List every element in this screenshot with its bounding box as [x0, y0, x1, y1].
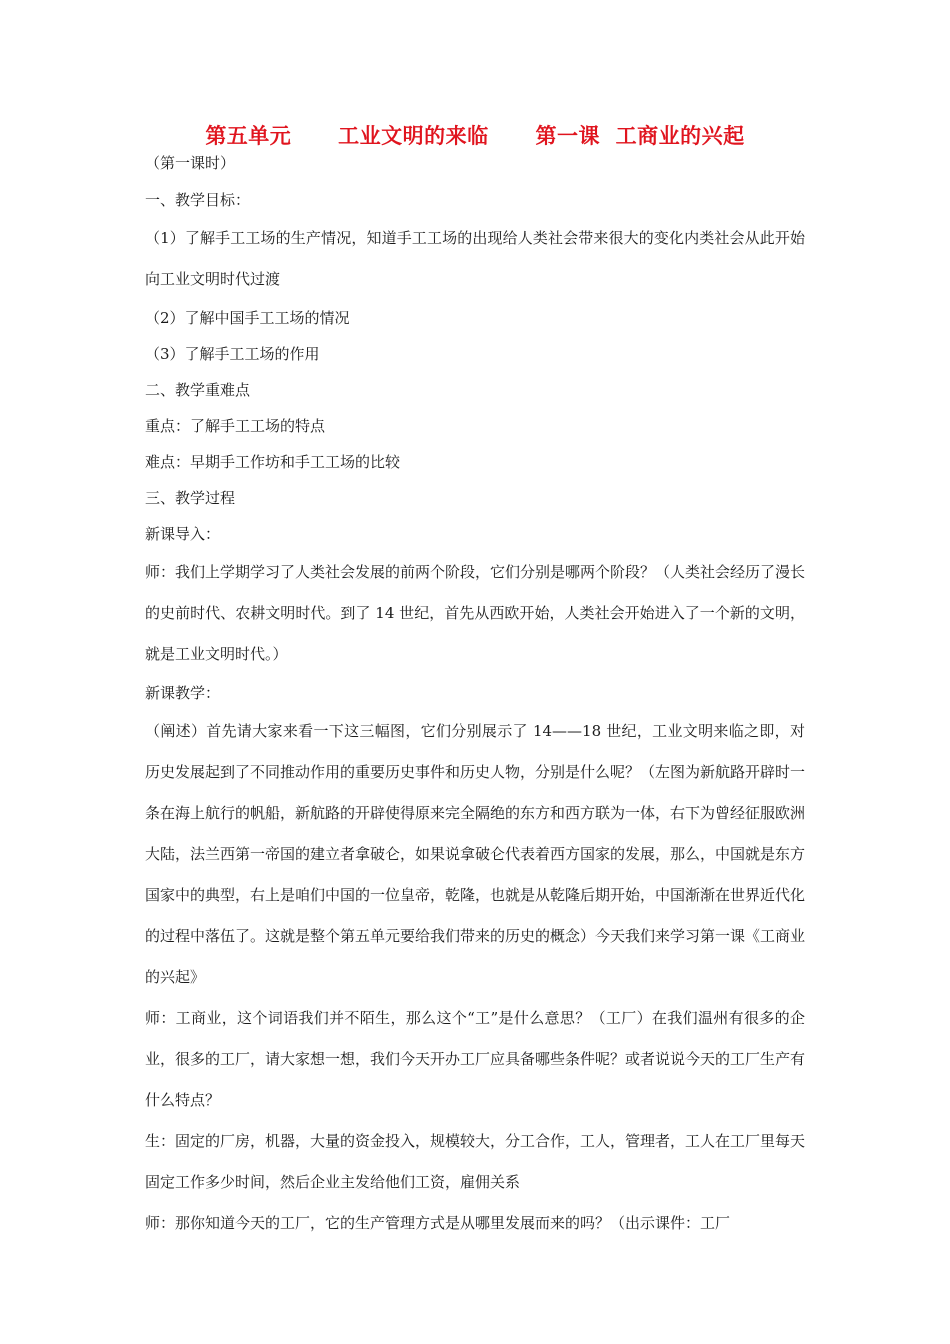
paragraph: 新课导入：	[145, 525, 221, 543]
paragraph: 难点：早期手工作坊和手工工场的比较	[145, 453, 401, 471]
document-subtitle: （第一课时）	[145, 154, 236, 172]
paragraph: 三、教学过程	[145, 489, 236, 507]
paragraph: 师：我们上学期学习了人类社会发展的前两个阶段，它们分别是哪两个阶段？（人类社会经历了漫长的史前时代、农耕文明时代。到了 14 世纪，首先从西欧开始，人类社会开始进入了一个新的文明，就是工业文明时代。）	[145, 563, 806, 663]
paragraph: （2）了解中国手工工场的情况	[145, 309, 350, 327]
paragraph: 生：固定的厂房，机器，大量的资金投入，规模较大，分工合作，工人，管理者，工人在工厂里每天固定工作多少时间，然后企业主发给他们工资，雇佣关系	[145, 1132, 806, 1191]
paragraph: 师：工商业，这个词语我们并不陌生，那么这个“工”是什么意思？（工厂）在我们温州有很多的企业，很多的工厂，请大家想一想，我们今天开办工厂应具备哪些条件呢？或者说说今天的工厂生产有什么特点？	[145, 1009, 806, 1109]
paragraph: （1）了解手工工场的生产情况，知道手工工场的出现给人类社会带来很大的变化内类社会从此开始向工业文明时代过渡	[145, 229, 805, 288]
paragraph: （3）了解手工工场的作用	[145, 345, 320, 363]
document-title: 第五单元 工业文明的来临 第一课 工商业的兴起	[205, 124, 745, 148]
paragraph: 一、教学目标：	[145, 191, 251, 209]
paragraph: 新课教学：	[145, 684, 221, 702]
paragraph: 师：那你知道今天的工厂，它的生产管理方式是从哪里发展而来的吗？（出示课件：工厂	[145, 1214, 731, 1232]
paragraph: （阐述）首先请大家来看一下这三幅图，它们分别展示了 14——18 世纪，工业文明来临之即，对历史发展起到了不同推动作用的重要历史事件和历史人物，分别是什么呢？（左图为新航路开辟时一条在海上航行的帆船，新航路的开辟使得原来完全隔绝的东方和西方联为一体，右下为曾经征服欧洲大陆，法兰西第一帝国的建立者拿破仑，如果说拿破仑代表着西方国家的发展，那么，中国就是东方国家中的典型，右上是咱们中国的一位皇帝，乾隆，也就是从乾隆后期开始，中国渐渐在世界近代化的过程中落伍了。这就是整个第五单元要给我们带来的历史的概念）今天我们来学习第一课《工商业的兴起》	[145, 722, 806, 986]
document-body	[145, 182, 805, 1244]
paragraph: 重点：了解手工工场的特点	[145, 417, 326, 435]
paragraph: 二、教学重难点	[145, 381, 251, 399]
